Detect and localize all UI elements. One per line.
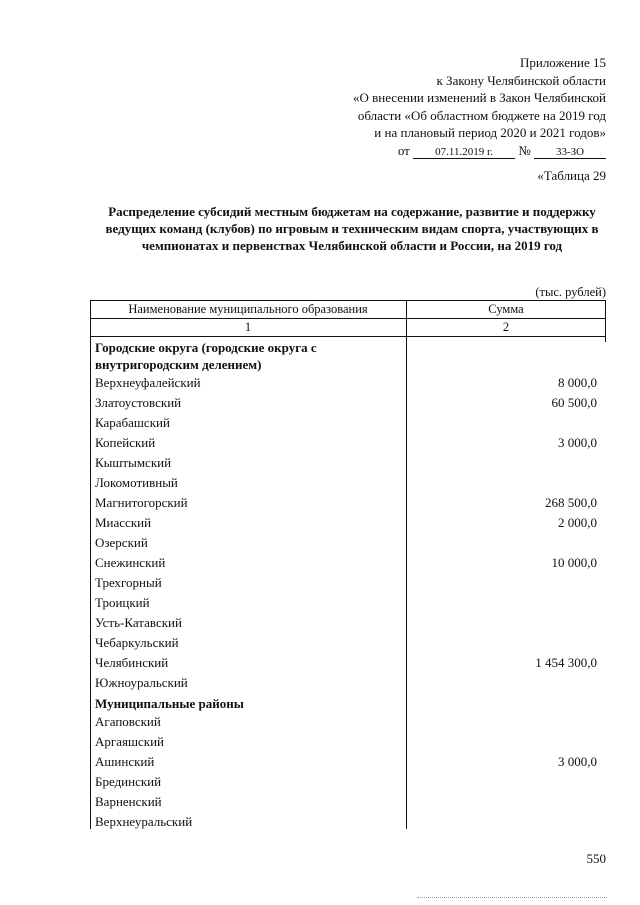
municipality-name: Озерский bbox=[95, 535, 148, 550]
subsidy-sum bbox=[405, 613, 606, 633]
municipality-name: Магнитогорский bbox=[95, 495, 188, 510]
table-header-row bbox=[90, 301, 606, 319]
municipality-name: Агаповский bbox=[95, 714, 161, 729]
section-title: Муниципальные районы bbox=[95, 696, 244, 711]
subsidy-sum: 60 500,0 bbox=[551, 395, 597, 410]
municipality-name: Миасский bbox=[95, 515, 152, 530]
municipality-name: Ашинский bbox=[95, 754, 155, 769]
column-number-2: 2 bbox=[502, 320, 510, 334]
municipality-name: Южноуральский bbox=[95, 675, 188, 690]
table-row bbox=[90, 772, 606, 792]
table-row bbox=[90, 433, 606, 453]
municipality-name: Троицкий bbox=[95, 595, 150, 610]
municipality-name: Верхнеуфалейский bbox=[95, 375, 201, 390]
table-row bbox=[90, 473, 606, 493]
table-row bbox=[90, 373, 606, 393]
municipality-name: Чебаркульский bbox=[95, 635, 179, 650]
appendix-line-2: к Закону Челябинской области bbox=[436, 72, 606, 88]
table-row bbox=[90, 792, 606, 812]
municipality-name: Челябинский bbox=[95, 655, 169, 670]
number-label: № bbox=[518, 142, 531, 158]
page-number: 550 bbox=[586, 851, 606, 866]
unit-label: (тыс. рублей) bbox=[535, 285, 606, 299]
appendix-header bbox=[306, 54, 606, 159]
subsidy-sum bbox=[405, 473, 606, 493]
municipality-name: Брединский bbox=[95, 774, 162, 789]
municipality-name: Карабашский bbox=[95, 415, 170, 430]
municipality-name: Варненский bbox=[95, 794, 162, 809]
table-row bbox=[90, 673, 606, 693]
appendix-line-5: и на плановый период 2020 и 2021 годов» bbox=[374, 125, 606, 140]
municipality-name: Копейский bbox=[95, 435, 156, 450]
table-row bbox=[90, 712, 606, 732]
table-right-border bbox=[605, 301, 606, 342]
appendix-line-4: области «Об областном бюджете на 2019 год bbox=[357, 107, 606, 123]
header-sum: Сумма bbox=[488, 302, 524, 316]
document-title: Распределение субсидий местным бюджетам на содержание, развитие и поддержку ведущих команд (клубов) по игровым и техническим видам спорта, участвующих в чемпионатах и первенствах Челябинской области и России, на 2019 год bbox=[105, 204, 599, 253]
table-row bbox=[90, 533, 606, 553]
subsidy-sum bbox=[405, 792, 606, 812]
header-name: Наименование муниципального образования bbox=[128, 302, 368, 316]
municipality-name: Локомотивный bbox=[95, 475, 178, 490]
table-row bbox=[90, 513, 606, 533]
table-row bbox=[90, 593, 606, 613]
footer-dotted-line bbox=[417, 897, 607, 899]
section-header-row bbox=[90, 337, 606, 373]
subsidy-sum: 3 000,0 bbox=[558, 435, 597, 450]
column-number-1: 1 bbox=[244, 320, 252, 334]
table-label: «Таблица 29 bbox=[537, 168, 606, 183]
table-row bbox=[90, 453, 606, 473]
municipality-name: Трехгорный bbox=[95, 575, 162, 590]
municipality-name: Верхнеуральский bbox=[95, 814, 193, 829]
law-date: 07.11.2019 г. bbox=[413, 146, 515, 159]
subsidy-sum bbox=[405, 633, 606, 653]
municipality-name: Усть-Катавский bbox=[95, 615, 182, 630]
table-row bbox=[90, 393, 606, 413]
table-row bbox=[90, 752, 606, 772]
section-header-row bbox=[90, 693, 606, 712]
subsidy-sum bbox=[405, 573, 606, 593]
table-row bbox=[90, 573, 606, 593]
subsidy-sum: 2 000,0 bbox=[558, 515, 597, 530]
appendix-date-line bbox=[306, 142, 606, 160]
subsidy-sum: 268 500,0 bbox=[545, 495, 597, 510]
section-sum-cell bbox=[405, 693, 606, 712]
law-number: 33-ЗО bbox=[534, 146, 606, 159]
table-row bbox=[90, 413, 606, 433]
table-row bbox=[90, 613, 606, 633]
section-title: Городские округа (городские округа с внутригородским делением) bbox=[95, 340, 317, 372]
from-label: от bbox=[397, 142, 410, 158]
subsidy-sum bbox=[405, 812, 606, 832]
subsidy-sum bbox=[405, 593, 606, 613]
municipality-name: Кыштымский bbox=[95, 455, 172, 470]
subsidy-sum bbox=[405, 533, 606, 553]
subsidy-sum bbox=[405, 712, 606, 732]
subsidy-sum bbox=[405, 732, 606, 752]
table-row bbox=[90, 653, 606, 673]
subsidy-sum bbox=[405, 453, 606, 473]
table-number-row bbox=[90, 319, 606, 337]
table-row bbox=[90, 633, 606, 653]
municipality-name: Снежинский bbox=[95, 555, 166, 570]
subsidy-sum bbox=[405, 772, 606, 792]
section-sum-cell bbox=[405, 337, 606, 373]
subsidy-sum bbox=[405, 673, 606, 693]
table-row bbox=[90, 493, 606, 513]
appendix-line-3: «О внесении изменений в Закон Челябинской bbox=[352, 90, 606, 105]
table-row bbox=[90, 812, 606, 832]
subsidy-table bbox=[90, 300, 606, 832]
subsidy-sum: 1 454 300,0 bbox=[535, 655, 597, 670]
appendix-line-1: Приложение 15 bbox=[519, 55, 606, 70]
municipality-name: Аргаяшский bbox=[95, 734, 164, 749]
subsidy-sum: 8 000,0 bbox=[558, 375, 597, 390]
subsidy-sum bbox=[405, 413, 606, 433]
subsidy-sum: 3 000,0 bbox=[558, 754, 597, 769]
table-row bbox=[90, 553, 606, 573]
table-row bbox=[90, 732, 606, 752]
table-body bbox=[90, 337, 606, 832]
municipality-name: Златоустовский bbox=[95, 395, 182, 410]
subsidy-sum: 10 000,0 bbox=[551, 555, 597, 570]
